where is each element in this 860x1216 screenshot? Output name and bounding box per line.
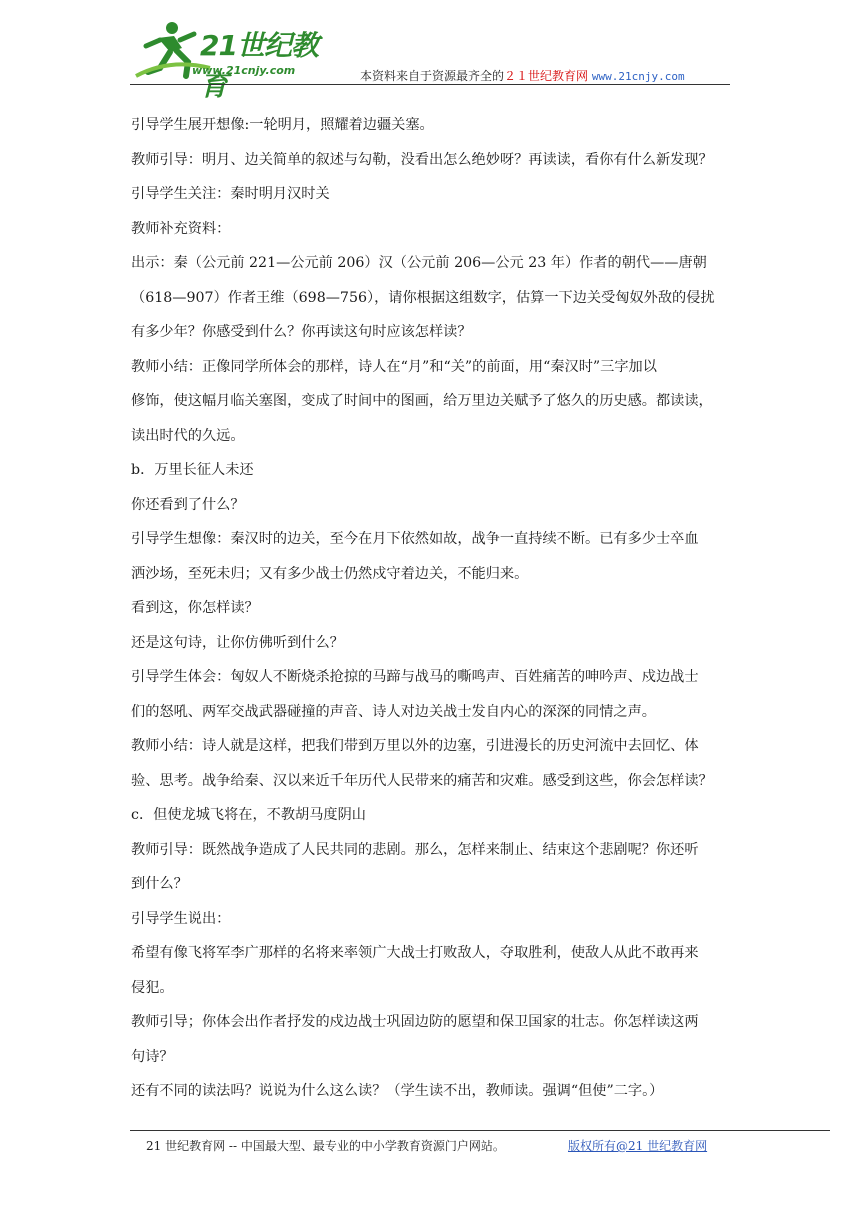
header-divider <box>130 84 730 85</box>
header-note-url[interactable]: www.21cnjy.com <box>591 70 685 83</box>
paragraph-line: 教师小结：正像同学所体会的那样，诗人在“月”和“关”的前面，用“秦汉时”三字加以 <box>131 358 657 375</box>
header-note-site[interactable]: ２１世纪教育网 <box>504 69 589 83</box>
header-note-prefix: 本资料来自于资源最齐全的 <box>360 69 505 83</box>
paragraph-line: 教师引导：既然战争造成了人民共同的悲剧。那么，怎样来制止、结束这个悲剧呢？你还听 <box>131 841 699 858</box>
copyright-link[interactable]: 版权所有@21 世纪教育网 <box>568 1139 708 1153</box>
paragraph-line: 还是这句诗，让你仿佛听到什么？ <box>131 634 344 651</box>
paragraph-line: 引导学生关注：秦时明月汉时关 <box>131 186 330 202</box>
paragraph-line: 读出时代的久远。 <box>131 427 245 444</box>
paragraph-line: 到什么？ <box>131 876 188 892</box>
header-note <box>360 67 685 84</box>
logo-text: 21世纪教育 <box>200 29 318 102</box>
site-logo[interactable] <box>130 18 340 102</box>
paragraph-line: 你还看到了什么？ <box>131 496 245 513</box>
paragraph-line: 教师引导；你体会出作者抒发的戍边战士巩固边防的愿望和保卫国家的壮志。你怎样读这两 <box>131 1014 699 1030</box>
paragraph-line: 引导学生体会：匈奴人不断烧杀抢掠的马蹄与战马的嘶鸣声、百姓痛苦的呻吟声、戍边战士 <box>131 669 699 685</box>
paragraph-line: 引导学生想像：秦汉时的边关，至今在月下依然如故，战争一直持续不断。已有多少士卒血 <box>131 531 699 547</box>
paragraph-line: 侵犯。 <box>131 979 174 996</box>
paragraph-line: c．但使龙城飞将在，不教胡马度阴山 <box>131 807 366 823</box>
footer-divider <box>130 1130 830 1131</box>
paragraph-line: 验、思考。战争给秦、汉以来近千年历代人民带来的痛苦和灾难。感受到这些，你会怎样读？ <box>131 772 713 789</box>
paragraph-line: 洒沙场，至死未归；又有多少战士仍然戍守着边关，不能归来。 <box>131 565 529 582</box>
page-header <box>130 18 730 102</box>
footer-text: 21 世纪教育网 -- 中国最大型、最专业的中小学教育资源门户网站。 <box>146 1139 505 1153</box>
paragraph-line: 修饰，使这幅月临关塞图，变成了时间中的图画，给万里边关赋予了悠久的历史感。都读读， <box>131 393 713 409</box>
paragraph-line: 教师小结：诗人就是这样，把我们带到万里以外的边塞，引进漫长的历史河流中去回忆、体 <box>131 738 699 754</box>
paragraph-line: 还有不同的读法吗？说说为什么这么读？（学生读不出，教师读。强调“但使”二字。） <box>131 1083 664 1099</box>
paragraph-line: 们的怒吼、两军交战武器碰撞的声音、诗人对边关战士发自内心的深深的同情之声。 <box>131 703 656 720</box>
document-body <box>131 108 731 1109</box>
paragraph-line: 教师补充资料： <box>131 220 231 237</box>
paragraph-line: b．万里长征人未还 <box>131 462 254 478</box>
paragraph-line: 引导学生展开想像:一轮明月，照耀着边疆关塞。 <box>131 117 434 133</box>
paragraph-line: 教师引导：明月、边关简单的叙述与勾勒，没看出怎么绝妙呀？再读读，看你有什么新发现？ <box>131 151 713 168</box>
paragraph-line: 希望有像飞将军李广那样的名将来率领广大战士打败敌人，夺取胜利，使敌人从此不敢再来 <box>131 945 699 961</box>
paragraph-line: 引导学生说出： <box>131 910 231 927</box>
paragraph-line: 句诗？ <box>131 1048 174 1065</box>
paragraph-line: 看到这，你怎样读？ <box>131 600 259 616</box>
paragraph-line: 有多少年？你感受到什么？你再读这句时应该怎样读？ <box>131 324 472 340</box>
logo-url: www.21cnjy.com <box>192 64 296 77</box>
paragraph-line: 出示：秦（公元前 221—公元前 206）汉（公元前 206—公元 23 年）作者的朝代——唐朝 <box>131 255 707 271</box>
paragraph-line: （618—907）作者王维（698—756），请你根据这组数字，估算一下边关受匈奴外敌的侵扰 <box>131 289 715 306</box>
page-footer <box>146 1137 708 1154</box>
